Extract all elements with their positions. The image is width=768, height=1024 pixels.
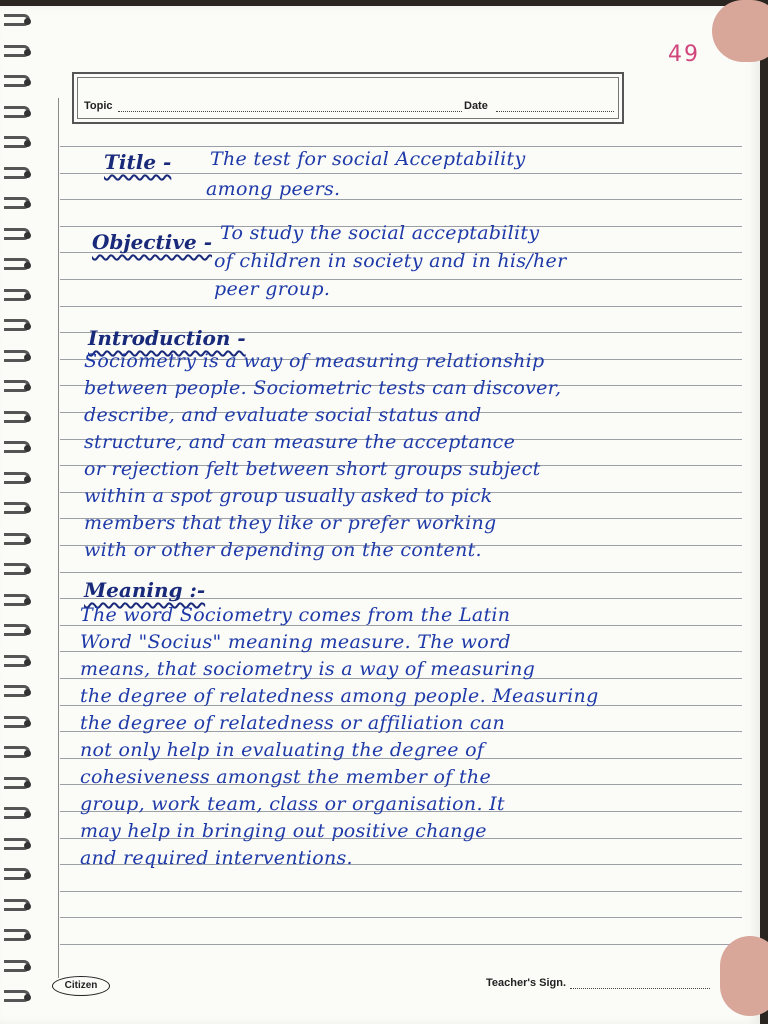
- title-line: The test for social Acceptability: [210, 148, 526, 170]
- ruled-line: [60, 279, 742, 280]
- meaning-line: means, that sociometry is a way of measuring: [80, 658, 536, 680]
- spiral-coil: [4, 472, 30, 484]
- introduction-line: members that they like or prefer working: [84, 512, 497, 534]
- spiral-coil: [4, 136, 30, 148]
- spiral-coil: [4, 594, 30, 606]
- spiral-coil: [4, 746, 30, 758]
- spiral-coil: [4, 868, 30, 880]
- date-label: Date: [464, 100, 488, 112]
- introduction-heading: Introduction -: [88, 326, 246, 350]
- meaning-line: may help in bringing out positive change: [80, 820, 487, 842]
- spiral-coil: [4, 655, 30, 667]
- spiral-coil: [4, 777, 30, 789]
- topic-date-box: [72, 72, 624, 124]
- brand-logo: Citizen: [52, 976, 110, 996]
- spiral-coil: [4, 838, 30, 850]
- spiral-coil: [4, 441, 30, 453]
- introduction-line: between people. Sociometric tests can discover,: [84, 377, 562, 399]
- spiral-coil: [4, 14, 30, 26]
- meaning-line: the degree of relatedness among people. Measuring: [80, 685, 599, 707]
- spiral-coil: [4, 380, 30, 392]
- spiral-binding: [0, 14, 40, 1024]
- ruled-line: [60, 199, 742, 200]
- ruled-line: [60, 917, 742, 918]
- ruled-line: [60, 572, 742, 573]
- topic-box-inner-border: [77, 77, 619, 119]
- spiral-coil: [4, 45, 30, 57]
- introduction-line: structure, and can measure the acceptance: [84, 431, 516, 453]
- title-line: among peers.: [206, 178, 341, 200]
- meaning-line: Word "Socius" meaning measure. The word: [80, 631, 511, 653]
- ruled-line: [60, 944, 742, 945]
- spiral-coil: [4, 807, 30, 819]
- spiral-coil: [4, 533, 30, 545]
- meaning-line: and required interventions.: [80, 847, 353, 869]
- spiral-coil: [4, 929, 30, 941]
- spiral-coil: [4, 228, 30, 240]
- spiral-coil: [4, 289, 30, 301]
- ruled-line: [60, 146, 742, 147]
- spiral-coil: [4, 75, 30, 87]
- spiral-coil: [4, 197, 30, 209]
- introduction-line: or rejection felt between short groups subject: [84, 458, 541, 480]
- spiral-coil: [4, 899, 30, 911]
- introduction-line: Sociometry is a way of measuring relationship: [84, 350, 545, 372]
- topic-dotted-line: [118, 111, 462, 112]
- spiral-coil: [4, 624, 30, 636]
- spiral-coil: [4, 106, 30, 118]
- date-dotted-line: [496, 111, 614, 112]
- spiral-coil: [4, 685, 30, 697]
- meaning-line: cohesiveness amongst the member of the: [80, 766, 491, 788]
- spiral-coil: [4, 716, 30, 728]
- spiral-coil: [4, 258, 30, 270]
- meaning-line: the degree of relatedness or affiliation can: [80, 712, 505, 734]
- introduction-line: within a spot group usually asked to pick: [84, 485, 493, 507]
- spiral-coil: [4, 319, 30, 331]
- page-number: 49: [668, 42, 700, 67]
- spiral-coil: [4, 350, 30, 362]
- finger-top: [712, 0, 768, 62]
- spiral-coil: [4, 167, 30, 179]
- meaning-line: The word Sociometry comes from the Latin: [80, 604, 511, 626]
- introduction-line: describe, and evaluate social status and: [84, 404, 482, 426]
- spiral-coil: [4, 960, 30, 972]
- objective-heading: Objective -: [92, 230, 212, 254]
- spiral-coil: [4, 990, 30, 1002]
- spiral-coil: [4, 563, 30, 575]
- spiral-coil: [4, 502, 30, 514]
- margin-line: [58, 98, 59, 978]
- objective-line: To study the social acceptability: [220, 222, 540, 244]
- meaning-heading: Meaning :-: [84, 578, 206, 602]
- introduction-line: with or other depending on the content.: [84, 539, 482, 561]
- teacher-sign-label: Teacher's Sign.: [486, 977, 567, 989]
- title-heading: Title -: [104, 150, 172, 174]
- teacher-sign-dotted-line: [570, 988, 710, 989]
- meaning-line: group, work team, class or organisation. It: [80, 793, 505, 815]
- spiral-coil: [4, 411, 30, 423]
- topic-label: Topic: [84, 100, 113, 112]
- notebook-page: [0, 6, 760, 1024]
- ruled-line: [60, 306, 742, 307]
- objective-line: of children in society and in his/her: [214, 250, 567, 272]
- meaning-line: not only help in evaluating the degree of: [80, 739, 485, 761]
- objective-line: peer group.: [214, 278, 331, 300]
- finger-bottom: [720, 936, 768, 1016]
- ruled-line: [60, 891, 742, 892]
